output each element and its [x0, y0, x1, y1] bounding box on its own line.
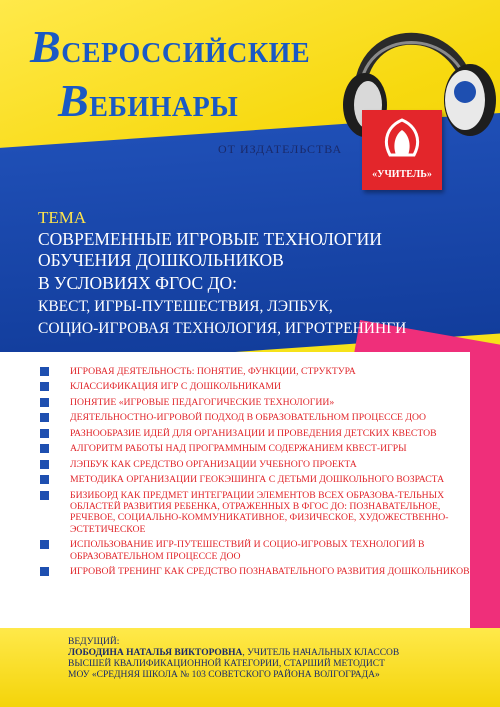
list-item: ИГРОВОЙ ТРЕНИНГ КАК СРЕДСТВО ПОЗНАВАТЕЛЬНОГО РАЗВИТИЯ ДОШКОЛЬНИКОВ	[40, 566, 470, 577]
list-item: РАЗНООБРАЗИЕ ИДЕЙ ДЛЯ ОРГАНИЗАЦИИ И ПРОВЕДЕНИЯ ДЕТСКИХ КВЕСТОВ	[40, 428, 470, 439]
program-list	[40, 366, 470, 582]
bullet-icon	[40, 429, 49, 438]
list-item: ИСПОЛЬЗОВАНИЕ ИГР-ПУТЕШЕСТВИЙ И СОЦИО-ИГРОВЫХ ТЕХНОЛОГИЙ В ОБРАЗОВАТЕЛЬНОМ ПРОЦЕССЕ ДОО	[40, 539, 470, 562]
bullet-icon	[40, 567, 49, 576]
title-line-1	[30, 20, 310, 73]
list-item: ПОНЯТИЕ «ИГРОВЫЕ ПЕДАГОГИЧЕСКИЕ ТЕХНОЛОГИИ»	[40, 397, 470, 408]
bullet-icon	[40, 398, 49, 407]
logo-emblem-icon	[362, 110, 442, 170]
bullet-icon	[40, 475, 49, 484]
list-item: МЕТОДИКА ОРГАНИЗАЦИИ ГЕОКЭШИНГА С ДЕТЬМИ ДОШКОЛЬНОГО ВОЗРАСТА	[40, 474, 470, 485]
presenter-name: ЛОБОДИНА НАТАЛЬЯ ВИКТОРОВНА	[68, 648, 243, 658]
logo-text: «УЧИТЕЛЬ»	[372, 169, 432, 180]
bullet-icon	[40, 382, 49, 391]
presenter-school: МОУ «СРЕДНЯЯ ШКОЛА № 103 СОВЕТСКОГО РАЙОНА ВОЛГОГРАДА»	[68, 670, 380, 680]
bullet-icon	[40, 491, 49, 500]
presenter-category: ВЫСШЕЙ КВАЛИФИКАЦИОННОЙ КАТЕГОРИИ, СТАРШИЙ МЕТОДИСТ	[68, 659, 385, 669]
topic-line: СОВРЕМЕННЫЕ ИГРОВЫЕ ТЕХНОЛОГИИ	[38, 229, 382, 249]
list-item: КЛАССИФИКАЦИЯ ИГР С ДОШКОЛЬНИКАМИ	[40, 381, 470, 392]
topic-line: В УСЛОВИЯХ ФГОС ДО:	[38, 273, 238, 293]
presenter-label: ВЕДУЩИЙ:	[68, 637, 120, 647]
topic-line: СОЦИО-ИГРОВАЯ ТЕХНОЛОГИЯ, ИГРОТРЕНИНГИ	[38, 320, 407, 337]
topic-label: ТЕМА	[38, 208, 87, 227]
title-rest: СЕРОССИЙСКИЕ	[61, 38, 311, 69]
bullet-icon	[40, 413, 49, 422]
bullet-icon	[40, 540, 49, 549]
title-initial: В	[58, 75, 90, 126]
list-item: АЛГОРИТМ РАБОТЫ НАД ПРОГРАММНЫМ СОДЕРЖАНИЕМ КВЕСТ-ИГРЫ	[40, 443, 470, 454]
bullet-icon	[40, 460, 49, 469]
list-item: ДЕЯТЕЛЬНОСТНО-ИГРОВОЙ ПОДХОД В ОБРАЗОВАТЕЛЬНОМ ПРОЦЕССЕ ДОО	[40, 412, 470, 423]
list-item: БИЗИБОРД КАК ПРЕДМЕТ ИНТЕГРАЦИИ ЭЛЕМЕНТОВ ВСЕХ ОБРАЗОВА-ТЕЛЬНЫХ ОБЛАСТЕЙ РАЗВИТИЯ РЕБЕНКА, ОТРАЖЕННЫХ В ФГОС ДО: ПОЗНАВАТЕЛЬНОЕ, РЕЧЕВОЕ, СОЦИАЛЬНО-КОММУНИКАТИВНОЕ, ФИЗИЧЕСКОЕ, ХУДОЖЕСТВЕННО-ЭСТЕТИЧЕСКОЕ	[40, 490, 470, 535]
bullet-icon	[40, 367, 49, 376]
topic-line: КВЕСТ, ИГРЫ-ПУТЕШЕСТВИЯ, ЛЭПБУК,	[38, 298, 333, 315]
title-initial: В	[30, 21, 62, 72]
title-line-2	[58, 74, 238, 127]
publisher-label: ОТ ИЗДАТЕЛЬСТВА	[218, 142, 343, 156]
list-item: ЛЭПБУК КАК СРЕДСТВО ОРГАНИЗАЦИИ УЧЕБНОГО ПРОЕКТА	[40, 459, 470, 470]
bullet-icon	[40, 444, 49, 453]
list-item: ИГРОВАЯ ДЕЯТЕЛЬНОСТЬ: ПОНЯТИЕ, ФУНКЦИИ, СТРУКТУРА	[40, 366, 470, 377]
presenter-info	[68, 637, 488, 681]
title-rest: ЕБИНАРЫ	[89, 92, 239, 123]
publisher-logo	[362, 110, 442, 190]
topic-line: ОБУЧЕНИЯ ДОШКОЛЬНИКОВ	[38, 250, 284, 270]
presenter-role: , УЧИТЕЛЬ НАЧАЛЬНЫХ КЛАССОВ	[242, 648, 400, 658]
